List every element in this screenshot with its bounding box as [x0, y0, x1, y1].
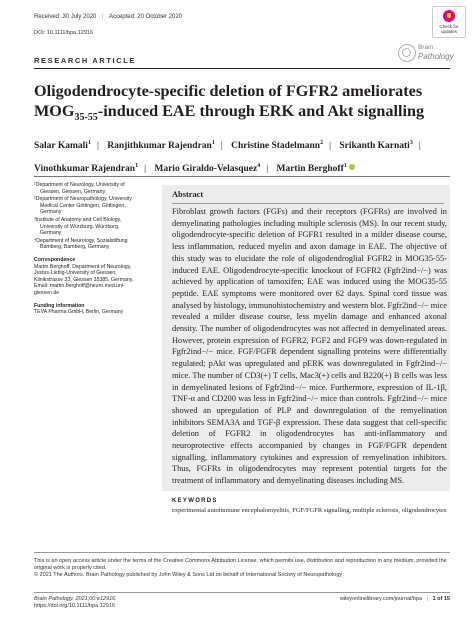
copyright-text: © 2021 The Authors. Brain Pathology published by John Wiley & Sons Ltd on behalf of International Society of Neuropathology: [34, 571, 343, 578]
abstract-heading-rule: [172, 203, 444, 204]
article-type: RESEARCH ARTICLE: [34, 56, 136, 65]
check-for-updates-badge[interactable]: [432, 6, 466, 38]
footer-right: [340, 596, 450, 603]
abstract-body: [172, 206, 447, 487]
funding-label: Funding information: [34, 302, 85, 309]
affiliation: ⁴Department of Neurology, Sozialstiftung Bamberg, Bamberg, Germany: [34, 237, 128, 251]
footnote-rule: [34, 552, 450, 553]
page-number: 1 of 15: [432, 596, 450, 602]
author[interactable]: Srikanth Karnati$^3$: [339, 140, 413, 152]
author[interactable]: Vinothkumar Rajendran$^1$: [34, 163, 139, 175]
authors-bottom-rule: [34, 176, 450, 177]
orcid-icon[interactable]: [349, 164, 355, 170]
correspondence-text: Martin Berghoff, Department of Neurology, Justus-Liebig-University of Giessen, Klinikstrasse 33, Giessen 35385, Germany.: [34, 263, 134, 283]
author[interactable]: Salar Kamali$^1$: [34, 140, 91, 152]
footer-separator: |: [426, 596, 429, 602]
article-doi[interactable]: DOI: 10.1111/bpa.12916: [34, 30, 94, 36]
journal-logo: [398, 42, 458, 64]
author[interactable]: Martin Berghoff$^1$: [276, 164, 354, 174]
author[interactable]: Christine Stadelmann$^2$: [231, 140, 324, 152]
title-subscript: 35-55: [74, 112, 98, 124]
license-footnote: [34, 558, 450, 578]
title-top-rule: [34, 68, 450, 69]
keywords-list: experimental autoimmune encephalomyelitis, FGF/FGFR signalling, multiple sclerosis, oligodendrocytes: [172, 507, 447, 514]
journal-site[interactable]: wileyonlinelibrary.com/journal/bpa: [339, 596, 423, 602]
journal-citation: Brain Pathology. 2021;00:e12916.: [34, 596, 117, 602]
keywords-heading: KEYWORDS: [172, 498, 218, 504]
left-column-info: [34, 182, 140, 322]
title-part1: Oligodendrocyte-specific deletion of FGFR2 ameliorates MOG: [34, 82, 423, 120]
correspondence-email[interactable]: Email: martin.berghoff@neuro.med.uni-giessen.de: [34, 283, 125, 296]
title-part2: -induced EAE through ERK and Akt signalling: [97, 102, 425, 120]
bottom-rule: [34, 592, 450, 593]
correspondence-label: Correspondence: [34, 256, 76, 263]
affiliation: ¹Department of Neurology, University of Giessen, Giessen, Germany: [34, 182, 125, 195]
logo-line1: Brain: [418, 44, 434, 51]
crossmark-icon: [443, 10, 455, 22]
logo-line2: Pathology: [418, 52, 454, 61]
author[interactable]: Mario Giraldo-Velasquez$^4$: [154, 163, 261, 175]
funding: [34, 303, 140, 316]
affiliations: [34, 182, 140, 251]
funding-text: TEVA Pharma GmbH, Berlin, Germany: [34, 309, 124, 316]
received-date: Received: 30 July 2020: [34, 14, 97, 20]
author[interactable]: Ranjithkumar Rajendran$^1$: [107, 140, 215, 152]
abstract-heading: Abstract: [172, 190, 204, 199]
accepted-date: Accepted: 20 October 2020: [108, 14, 183, 20]
author-list: Salar Kamali$^1$ | Ranjithkumar Rajendran$^1$ | Christine Stadelmann$^2$ | Srikanth Karnati$^3$ | Vinothkumar Rajendran$^1$ | Mario Giraldo-Velasquez$^4$ | Martin Berghoff$^1$: [34, 140, 421, 175]
date-separator: |: [102, 14, 104, 20]
abstract-paragraph: Fibroblast growth factors (FGFs) and their receptors (FGFRs) are involved in demyelinating pathologies including multiple sclerosis (MS). In our recent study, oligodendrocyte-specific deletion of FGFR1 resulted in a milder disease course, less inflammation, reduced myelin and axon damage in EAE. The objective of this study was to elucidate the role of oligodendroglial FGFR2 in MOG35-55-induced EAE. Oligodendrocyte-specific knockout of FGFR2 (Fgfr2ind−/−) was achieved by application of tamoxifen; EAE was induced using the MOG35-55 peptide. EAE symptoms were monitored over 62 days. Spinal cord tissue was analysed by histology, immunohistochemistry and western blot. Fgfr2ind−/− mice revealed a milder disease course, less myelin damage and enhanced axonal density. The number of oligodendrocytes was not affected in demyelinated areas. However, protein expression of FGFR2, FGF2 and FGF9 was down-regulated in Fgfr2ind−/− mice. FGF/FGFR dependent signalling proteins were differentially regulated; pAkt was upregulated and pERK was downregulated in Fgfr2ind−/− mice. The number of CD3(+) T cells, Mac3(+) cells and B220(+) B cells was less in demyelinated lesions of Fgfr2ind−/− mice. Furthermore, expression of IL-1β, TNF-α and CD200 was less in Fgfr2ind−/− mice than controls. Fgfr2ind−/− mice showed an upregulation of PLP and downregulation of the remyelination inhibitors SEMA3A and TGF-β expression. These data suggest that cell-specific deletion of FGFR2 in oligodendrocytes has anti-inflammatory and neuroprotective effects accompanied by changes in FGF/FGFR dependent signalling, inflammatory cytokines and expression of remyelination inhibitors. Thus, FGFRs in oligodendrocytes may represent potential targets for the treatment of inflammatory and demyelinating diseases including MS.: [172, 207, 448, 486]
page-footer: [34, 596, 450, 610]
check-updates-line2: updates: [440, 29, 457, 34]
license-text: This is an open access article under the terms of the Creative Commons Attribution License, which permits use, distribution and reproduction in any medium, provided the original work is properly cited.: [34, 558, 447, 571]
article-dates: [34, 14, 186, 20]
check-updates-line1: Check for: [439, 24, 459, 29]
brain-pathology-logo-icon: [398, 44, 416, 62]
correspondence: [34, 257, 140, 297]
doi-url[interactable]: https://doi.org/10.1111/bpa.12916: [34, 602, 116, 609]
affiliation: ³Institute of Anatomy and Cell Biology, University of Würzburg, Würzburg, Germany: [34, 216, 122, 237]
article-title: [34, 81, 454, 128]
affiliation: ²Department of Neuropathology, University Medical Center Göttingen, Göttingen, Germany: [34, 196, 132, 216]
